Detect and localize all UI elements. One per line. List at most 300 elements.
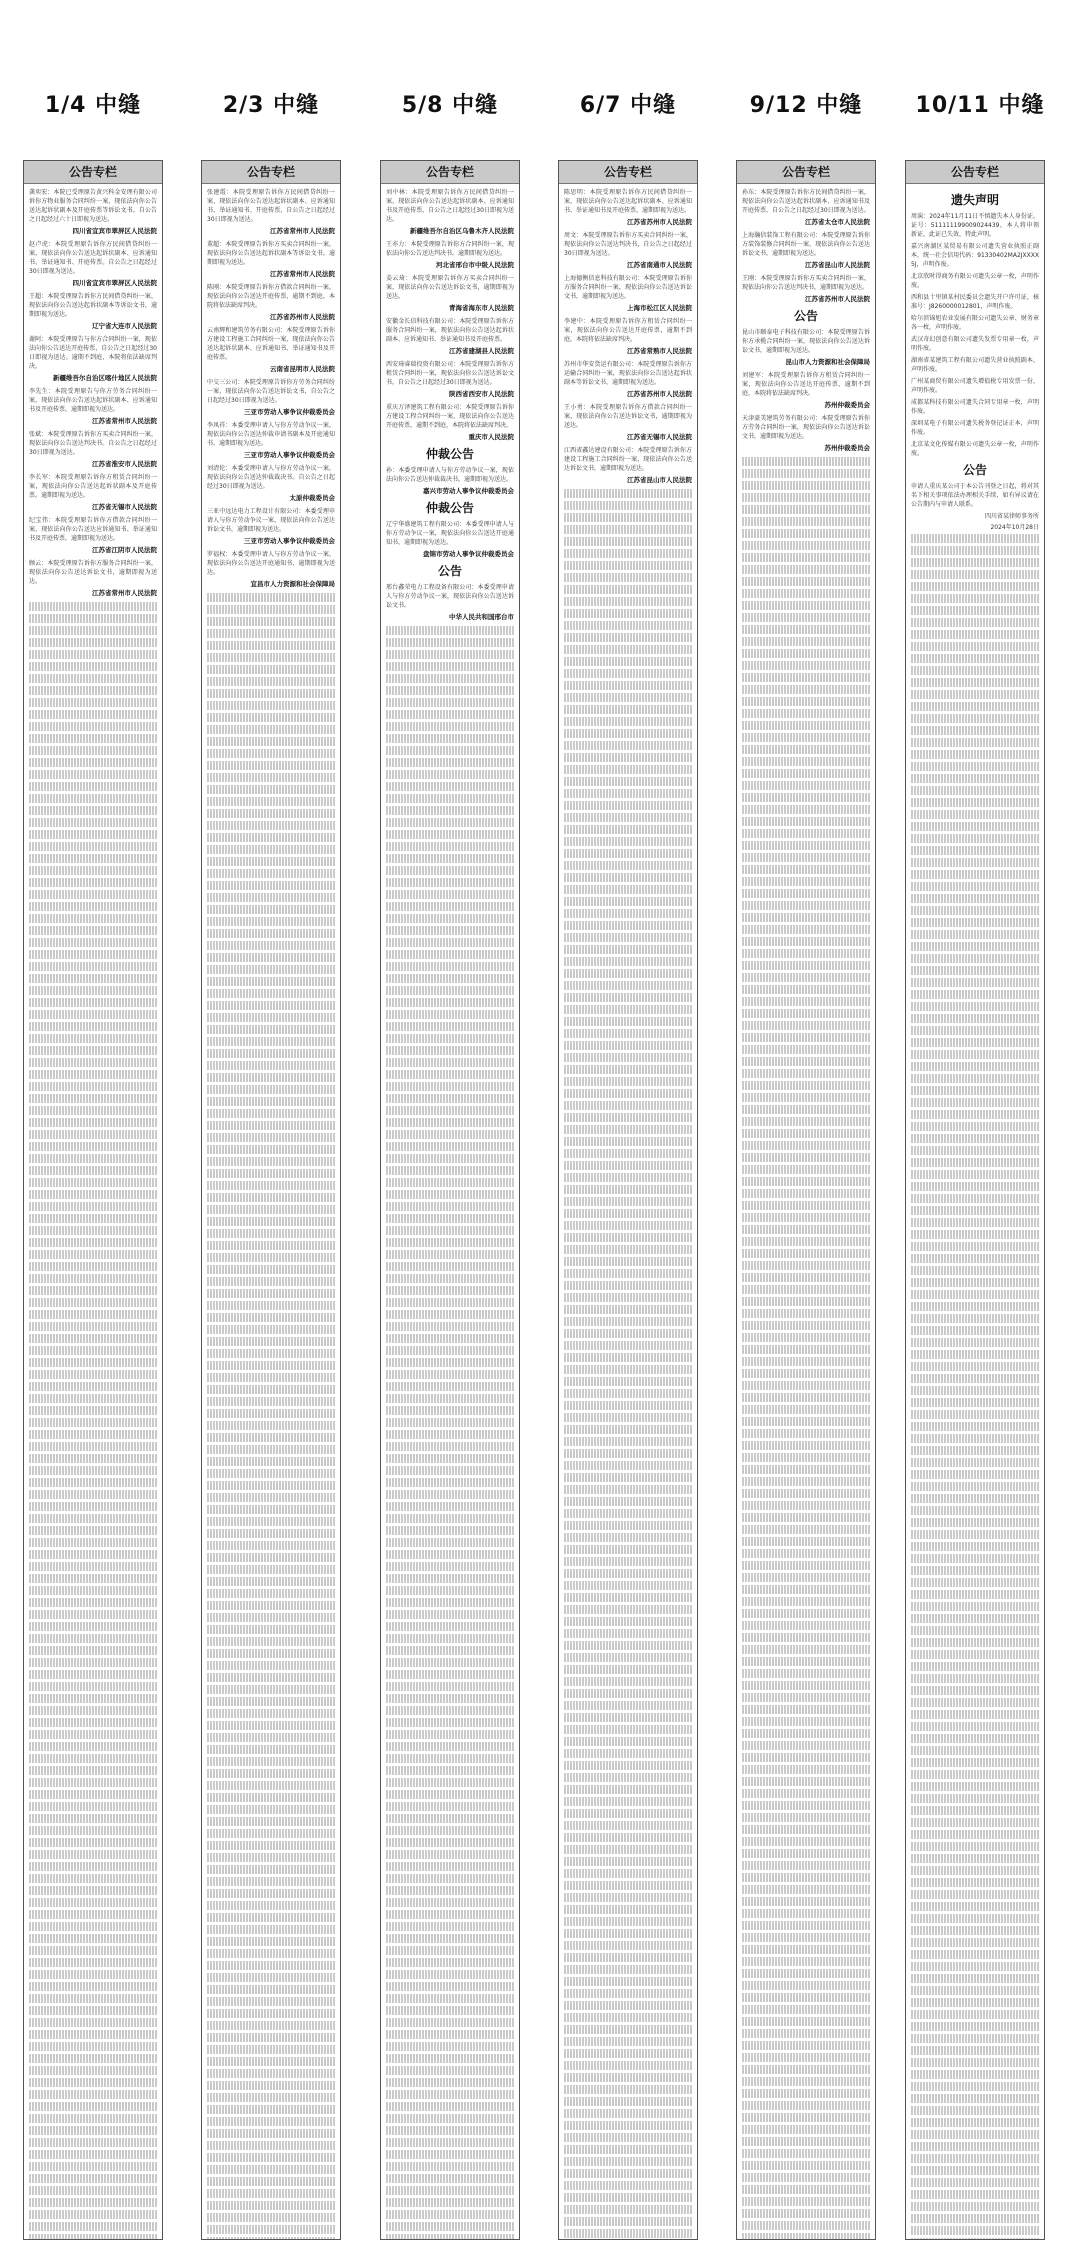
text-line-filler [207, 1481, 335, 1490]
text-line-filler [29, 1214, 157, 1223]
text-line-filler [911, 726, 1039, 735]
text-line-filler [911, 846, 1039, 855]
text-line-filler [207, 893, 335, 902]
text-line-filler [207, 605, 335, 614]
text-line-filler [29, 986, 157, 995]
text-line-filler [29, 1370, 157, 1379]
text-line-filler [911, 930, 1039, 939]
text-line-filler [386, 1022, 514, 1031]
text-line-filler [742, 505, 870, 514]
text-line-filler [564, 1449, 692, 1458]
text-line-filler [207, 1325, 335, 1334]
text-line-filler [207, 1049, 335, 1058]
text-line-filler [207, 1385, 335, 1394]
text-line-filler [29, 1250, 157, 1259]
text-line-filler [742, 1873, 870, 1882]
notice-issuer: 云南省昆明市人民法院 [270, 365, 335, 373]
text-line-filler [564, 1725, 692, 1734]
text-line-filler [386, 1394, 514, 1403]
text-line-filler [386, 1262, 514, 1271]
text-line-filler [564, 849, 692, 858]
notice-heading: 公告 [793, 309, 818, 323]
notice-text: 谢阿：本院受理原告与你方合同纠纷一案，现依法向你公告送达开庭传票，自公告之日起经过30日即视为送达。逾期不到庭，本院将依法缺席判决。 [29, 336, 157, 370]
text-line-filler [386, 1178, 514, 1187]
text-line-filler [207, 2093, 335, 2102]
text-line-filler [29, 974, 157, 983]
text-line-filler [207, 1709, 335, 1718]
text-line-filler [386, 626, 514, 635]
text-line-filler [386, 1406, 514, 1415]
text-line-filler [386, 986, 514, 995]
text-line-filler [742, 1465, 870, 1474]
text-line-filler [207, 2033, 335, 2042]
notice-text: 李凤祥：本委受理申请人与你方劳动争议一案，现依法向你公告送达仲裁申请书副本及开庭通知书。逾期即视为送达。 [207, 422, 335, 447]
text-line-filler [742, 913, 870, 922]
text-line-filler [207, 1901, 335, 1910]
text-line-filler [29, 2114, 157, 2123]
text-line-filler [386, 1190, 514, 1199]
text-line-filler [564, 921, 692, 930]
text-line-filler [742, 2221, 870, 2230]
text-line-filler [207, 1697, 335, 1706]
text-line-filler [207, 2189, 335, 2198]
text-line-filler [386, 770, 514, 779]
text-line-filler [564, 1677, 692, 1686]
text-line-filler [386, 1382, 514, 1391]
text-line-filler [742, 565, 870, 574]
text-line-filler [29, 1322, 157, 1331]
text-line-filler [386, 1358, 514, 1367]
text-line-filler [386, 1658, 514, 1667]
text-line-filler [29, 1454, 157, 1463]
text-line-filler [386, 1898, 514, 1907]
text-line-filler [911, 1122, 1039, 1131]
text-line-filler [742, 1021, 870, 1030]
text-line-filler [564, 1101, 692, 1110]
text-line-filler [564, 1545, 692, 1554]
text-line-filler [911, 678, 1039, 687]
text-line-filler [386, 1862, 514, 1871]
text-line-filler [207, 1805, 335, 1814]
text-line-filler [29, 1106, 157, 1115]
text-line-filler [911, 1038, 1039, 1047]
text-line-filler [207, 1637, 335, 1646]
notice-text: 苏州市华安货运有限公司：本院受理原告诉你方运输合同纠纷一案，现依法向你公告送达起诉状副本等诉讼文书，逾期即视为送达。 [564, 361, 692, 386]
text-line-filler [207, 1145, 335, 1154]
text-line-filler [742, 2161, 870, 2170]
text-line-filler [564, 1881, 692, 1890]
text-line-filler [742, 721, 870, 730]
text-line-filler [742, 1585, 870, 1594]
text-line-filler [911, 1818, 1039, 1827]
text-line-filler [207, 1517, 335, 1526]
notice-issuer: 三亚市劳动人事争议仲裁委员会 [244, 451, 335, 459]
text-line-filler [386, 2102, 514, 2111]
text-line-filler [742, 1153, 870, 1162]
text-line-filler [207, 629, 335, 638]
text-line-filler [911, 1434, 1039, 1443]
text-line-filler [29, 1646, 157, 1655]
text-line-filler [29, 1670, 157, 1679]
text-line-filler [207, 2081, 335, 2090]
notice-issuer: 江苏省常州市人民法院 [270, 227, 335, 235]
text-line-filler [911, 1134, 1039, 1143]
text-line-filler [207, 1553, 335, 1562]
text-line-filler [29, 1010, 157, 1019]
text-line-filler [911, 1074, 1039, 1083]
column-band: 公告专栏 [737, 161, 875, 184]
text-line-filler [564, 1473, 692, 1482]
text-line-filler [742, 2197, 870, 2206]
text-line-filler [911, 582, 1039, 591]
text-line-filler [29, 1526, 157, 1535]
text-line-filler [29, 1382, 157, 1391]
text-line-filler [207, 1217, 335, 1226]
text-line-filler [911, 1290, 1039, 1299]
text-line-filler [564, 1773, 692, 1782]
text-line-filler [564, 1929, 692, 1938]
text-line-filler [564, 1017, 692, 1026]
text-line-filler [29, 1766, 157, 1775]
text-line-filler [911, 1398, 1039, 1407]
text-line-filler [207, 953, 335, 962]
text-line-filler [29, 2030, 157, 2039]
text-line-filler [911, 858, 1039, 867]
notice-text: 董超：本院受理原告诉你方买卖合同纠纷一案，现依法向你公告送达起诉状副本等诉讼文书。逾期即视为送达。 [207, 241, 335, 266]
text-line-filler [911, 1314, 1039, 1323]
text-line-filler [564, 1965, 692, 1974]
text-line-filler [911, 786, 1039, 795]
text-line-filler [564, 1737, 692, 1746]
text-line-filler [742, 601, 870, 610]
text-line-filler [207, 2069, 335, 2078]
text-line-filler [742, 1129, 870, 1138]
text-line-filler [207, 677, 335, 686]
text-line-filler [386, 1778, 514, 1787]
text-line-filler [564, 1977, 692, 1986]
notice-issuer: 江苏省无锡市人民法院 [627, 433, 692, 441]
text-line-filler [29, 950, 157, 959]
text-line-filler [911, 1770, 1039, 1779]
text-line-filler [911, 1866, 1039, 1875]
text-line-filler [29, 602, 157, 611]
text-line-filler [564, 2097, 692, 2106]
text-line-filler [742, 1741, 870, 1750]
text-line-filler [564, 501, 692, 510]
text-line-filler [911, 1890, 1039, 1899]
text-line-filler [742, 733, 870, 742]
text-line-filler [564, 645, 692, 654]
text-line-filler [911, 2178, 1039, 2187]
text-line-filler [207, 1529, 335, 1538]
text-line-filler [742, 757, 870, 766]
text-line-filler [29, 1802, 157, 1811]
text-line-filler [564, 1269, 692, 1278]
text-line-filler [386, 650, 514, 659]
column-2-3 [201, 160, 341, 2240]
text-line-filler [911, 1470, 1039, 1479]
text-line-filler [386, 1442, 514, 1451]
notice-issuer: 盘锦市劳动人事争议仲裁委员会 [423, 550, 514, 558]
text-line-filler [564, 1209, 692, 1218]
text-line-filler [564, 765, 692, 774]
text-line-filler [207, 761, 335, 770]
text-line-filler [564, 1413, 692, 1422]
text-line-filler [911, 1026, 1039, 1035]
text-line-filler [207, 617, 335, 626]
text-line-filler [207, 917, 335, 926]
text-line-filler [386, 1238, 514, 1247]
text-line-filler [564, 1185, 692, 1194]
notice-issuer: 苏州仲裁委员会 [824, 401, 870, 409]
text-line-filler [29, 722, 157, 731]
text-line-filler [29, 1058, 157, 1067]
text-line-filler [386, 1742, 514, 1751]
text-line-filler [207, 1577, 335, 1586]
text-line-filler [29, 1430, 157, 1439]
header-5-8: 5/8 中缝 [401, 93, 499, 118]
text-line-filler [564, 2121, 692, 2130]
column-band: 公告专栏 [24, 161, 162, 184]
text-line-filler [911, 1014, 1039, 1023]
text-line-filler [911, 1146, 1039, 1155]
text-line-filler [564, 2025, 692, 2034]
text-line-filler [564, 573, 692, 582]
text-line-filler [911, 2082, 1039, 2091]
notice-text: 上海德衡信息科技有限公司：本院受理原告诉你方服务合同纠纷一案，现依法向你公告送达诉讼文书，逾期即视为送达。 [564, 275, 692, 300]
notice-text: 姜云琦：本院受理原告诉你方买卖合同纠纷一案，现依法向你公告送达诉讼文书，逾期即视为送达。 [386, 275, 514, 300]
text-line-filler [386, 1478, 514, 1487]
notice-text: 昆山市顺泰电子科技有限公司：本院受理原告诉你方承揽合同纠纷一案，现依法向你公告送达诉讼文书，逾期即视为送达。 [742, 329, 870, 354]
text-line-filler [386, 1250, 514, 1259]
text-line-filler [29, 866, 157, 875]
text-line-filler [207, 1853, 335, 1862]
text-line-filler [742, 625, 870, 634]
text-line-filler [386, 1586, 514, 1595]
text-line-filler [207, 2045, 335, 2054]
text-line-filler [386, 2054, 514, 2063]
text-line-filler [911, 798, 1039, 807]
text-line-filler [911, 1110, 1039, 1119]
text-line-filler [742, 1633, 870, 1642]
notice-text: 邢台鑫荣电力工程设备有限公司：本委受理申请人与你方劳动争议一案，现依法向你公告送达诉讼文书。 [386, 584, 514, 609]
text-line-filler [742, 577, 870, 586]
text-line-filler [911, 1602, 1039, 1611]
notice-heading: 公告 [437, 564, 462, 578]
notice-issuer: 青海省海东市人民法院 [449, 304, 514, 312]
text-line-filler [564, 597, 692, 606]
text-line-filler [29, 1070, 157, 1079]
text-line-filler [742, 1177, 870, 1186]
text-line-filler [742, 2125, 870, 2134]
text-line-filler [564, 1485, 692, 1494]
text-line-filler [29, 626, 157, 635]
text-line-filler [911, 606, 1039, 615]
text-line-filler [564, 1869, 692, 1878]
text-line-filler [207, 641, 335, 650]
text-line-filler [386, 1802, 514, 1811]
text-line-filler [742, 2041, 870, 2050]
text-line-filler [564, 957, 692, 966]
text-line-filler [207, 1949, 335, 1958]
notice-heading: 公告 [962, 463, 987, 477]
text-line-filler [386, 1718, 514, 1727]
notice-text: 哈尔滨锦旭农业发展有限公司遗失公章、财务章各一枚，声明作废。 [911, 315, 1039, 331]
text-line-filler [207, 1205, 335, 1214]
text-line-filler [564, 2157, 692, 2166]
text-line-filler [911, 1302, 1039, 1311]
text-line-filler [742, 1057, 870, 1066]
text-line-filler [207, 1937, 335, 1946]
text-line-filler [911, 1626, 1039, 1635]
notice-text: 赵卢虎：本院受理原告诉你方民间借贷纠纷一案，现依法向你公告送达起诉状副本、应诉通知书、举证通知书、开庭传票。自公告之日起经过30日即视为送达。 [29, 241, 157, 275]
text-line-filler [742, 2029, 870, 2038]
text-line-filler [742, 1261, 870, 1270]
text-line-filler [911, 882, 1039, 891]
text-line-filler [564, 2061, 692, 2070]
text-line-filler [29, 1490, 157, 1499]
text-line-filler [207, 1721, 335, 1730]
text-line-filler [911, 1638, 1039, 1647]
text-line-filler [742, 1885, 870, 1894]
text-line-filler [742, 613, 870, 622]
text-line-filler [911, 762, 1039, 771]
text-line-filler [207, 665, 335, 674]
notice-text: 刘建军：本院受理原告诉你方租赁合同纠纷一案，现依法向你公告送达开庭传票，逾期不到庭，本院将依法缺席判决。 [742, 372, 870, 397]
text-line-filler [29, 794, 157, 803]
text-line-filler [564, 1041, 692, 1050]
text-line-filler [564, 1509, 692, 1518]
text-line-filler [207, 1445, 335, 1454]
text-line-filler [564, 1845, 692, 1854]
notice-signature: 2024年10月28日 [990, 524, 1039, 531]
text-line-filler [207, 773, 335, 782]
text-line-filler [564, 1557, 692, 1566]
text-line-filler [564, 861, 692, 870]
text-line-filler [564, 1437, 692, 1446]
text-line-filler [742, 841, 870, 850]
text-line-filler [742, 1681, 870, 1690]
text-line-filler [742, 517, 870, 526]
text-line-filler [386, 1070, 514, 1079]
text-line-filler [564, 1497, 692, 1506]
text-line-filler [564, 2073, 692, 2082]
text-line-filler [386, 734, 514, 743]
text-line-filler [911, 1410, 1039, 1419]
text-line-filler [564, 705, 692, 714]
text-line-filler [564, 945, 692, 954]
header-1-4: 1/4 中缝 [44, 93, 142, 118]
text-line-filler [911, 2190, 1039, 2199]
notice-text: 广州某商贸有限公司遗失增值税专用发票一份，声明作废。 [911, 378, 1039, 394]
text-line-filler [564, 2133, 692, 2142]
text-line-filler [386, 1214, 514, 1223]
text-line-filler [29, 2174, 157, 2183]
text-line-filler [564, 1989, 692, 1998]
text-line-filler [911, 2022, 1039, 2031]
text-line-filler [207, 593, 335, 602]
text-line-filler [742, 1093, 870, 1102]
notice-issuer: 江苏省淮安市人民法院 [92, 460, 157, 468]
text-line-filler [911, 1662, 1039, 1671]
notice-text: 成都某科技有限公司遗失合同专用章一枚，声明作废。 [911, 399, 1039, 415]
text-line-filler [564, 1389, 692, 1398]
notice-issuer: 江苏省无锡市人民法院 [92, 503, 157, 511]
text-line-filler [207, 2141, 335, 2150]
text-line-filler [386, 914, 514, 923]
text-line-filler [29, 914, 157, 923]
text-line-filler [911, 1062, 1039, 1071]
text-line-filler [564, 681, 692, 690]
text-line-filler [207, 941, 335, 950]
text-line-filler [386, 1418, 514, 1427]
text-line-filler [386, 1526, 514, 1535]
notice-issuer: 太原仲裁委员会 [289, 494, 335, 502]
text-line-filler [564, 801, 692, 810]
text-line-filler [742, 1525, 870, 1534]
text-line-filler [564, 1833, 692, 1842]
text-line-filler [207, 1349, 335, 1358]
text-line-filler [386, 902, 514, 911]
text-line-filler [564, 909, 692, 918]
text-line-filler [29, 1958, 157, 1967]
text-line-filler [564, 813, 692, 822]
text-line-filler [742, 697, 870, 706]
text-line-filler [564, 1617, 692, 1626]
notice-issuer: 江苏省昆山市人民法院 [805, 261, 870, 269]
text-line-filler [386, 1310, 514, 1319]
text-line-filler [29, 746, 157, 755]
notice-text: 武汉奇幻创意有限公司遗失发票专用章一枚，声明作废。 [911, 336, 1039, 352]
text-line-filler [911, 1746, 1039, 1755]
text-line-filler [911, 1506, 1039, 1515]
text-line-filler [207, 1601, 335, 1610]
text-line-filler [386, 1946, 514, 1955]
text-line-filler [742, 1189, 870, 1198]
text-line-filler [564, 633, 692, 642]
notice-issuer: 辽宁省大连市人民法院 [92, 322, 157, 330]
text-line-filler [29, 1898, 157, 1907]
text-line-filler [911, 1650, 1039, 1659]
text-line-filler [207, 2105, 335, 2114]
text-line-filler [29, 1730, 157, 1739]
text-line-filler [29, 770, 157, 779]
text-line-filler [207, 701, 335, 710]
text-line-filler [911, 1566, 1039, 1575]
text-line-filler [564, 825, 692, 834]
text-line-filler [911, 810, 1039, 819]
text-line-filler [742, 1909, 870, 1918]
text-line-filler [207, 1361, 335, 1370]
text-line-filler [386, 2066, 514, 2075]
text-line-filler [911, 954, 1039, 963]
notice-text: 辽宁华盛建筑工程有限公司：本委受理申请人与你方劳动争议一案，现依法向你公告送达开庭通知书，逾期即视为送达。 [386, 521, 514, 546]
notice-text: 江西省鑫达建设有限公司：本院受理原告诉你方建设工程施工合同纠纷一案，现依法向你公告送达诉讼文书，逾期即视为送达。 [564, 447, 692, 472]
text-line-filler [911, 1098, 1039, 1107]
text-line-filler [29, 2126, 157, 2135]
text-line-filler [911, 918, 1039, 927]
text-line-filler [29, 1478, 157, 1487]
text-line-filler [386, 878, 514, 887]
text-line-filler [207, 1433, 335, 1442]
text-line-filler [742, 1717, 870, 1726]
text-line-filler [564, 969, 692, 978]
text-line-filler [29, 938, 157, 947]
text-line-filler [29, 2186, 157, 2195]
text-line-filler [911, 702, 1039, 711]
notice-issuer: 江苏省常州市人民法院 [92, 417, 157, 425]
text-line-filler [207, 2009, 335, 2018]
